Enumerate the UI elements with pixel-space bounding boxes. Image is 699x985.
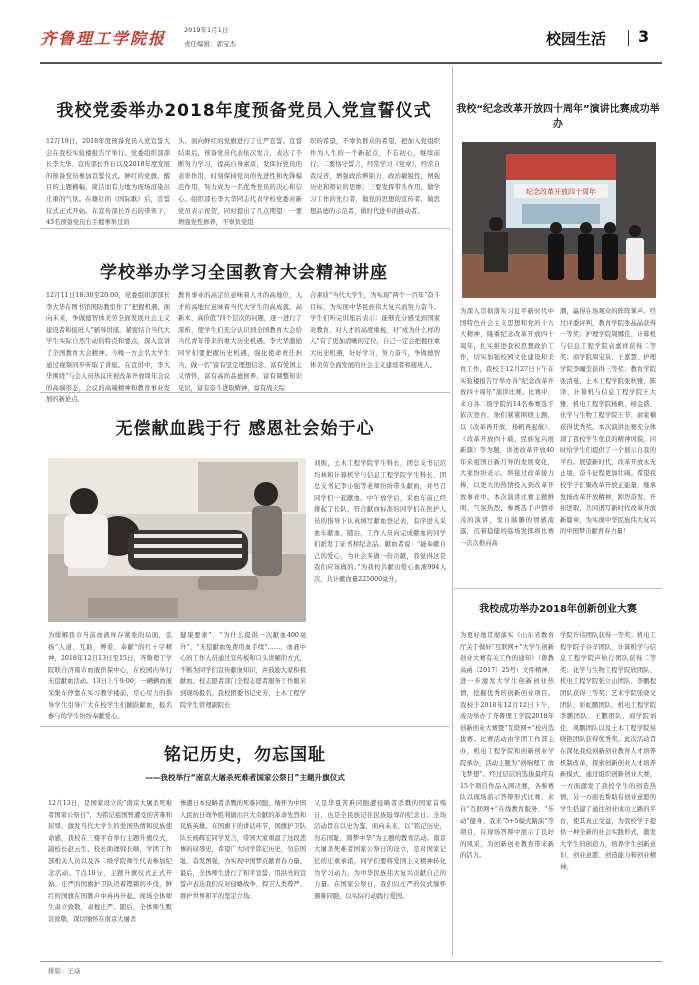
article-column: 12月13日，是国家设立的“南京大屠杀死难者国家公祭日”，为铭记祖国曾遭受的苦难和屈辱，激发当代大学生的爱国热情和民族使命感，我校在三楼平台举行主题升旗仪式，副校长赵云生，校长助理韩长顺，学团工作部相关人员以及各二级学院师生代表参加纪念活动。7点10分，主题升旗仪式正式开始。庄严的国旗护卫队迈着铿锵的步伐，鲜红的国旗在国歌声中冉冉升起。现场全体师生肃立致敬，肃穆庄严。随后，全体师生默哀致敬，深切缅怀在南京大屠杀	[48, 800, 172, 923]
article-column: 健康要素”、“为什么提倡一次献血400毫升”、“无偿献血免费用血手续”……，血液中心的工作人员通过宣传板和口头讲解的方式，不断为同学们宣传献血知识，并鼓励大家积极献血。校志愿者部门全程志愿者服务工作服来到现场报名。我校团委书记史芳，土木工程学院学生管理副院长	[180, 632, 306, 709]
article-remember-history	[40, 728, 450, 958]
speech-contest-photo	[462, 142, 656, 298]
article-title: 学校举办学习全国教育大会精神讲座	[100, 263, 388, 283]
section-divider-line	[454, 588, 662, 589]
article-innovation-contest	[454, 590, 662, 958]
article-subtitle: ——我校举行“南京大屠杀死难者国家公祭日”主题升旗仪式	[145, 773, 345, 782]
article-column: 头，面向鲜红的党旗进行了庄严宣誓。宣誓结束后，预备党员代表依次发言，表达了不断努力学习，提高自身素质，发挥好党员的表率作用，时刻保持党员的先进性和先锋模范作用，努力成为一名优秀党员的决心和信心。组织部长李大华同志代表学校党委对新党员表示祝贺，同时提出了几点期望：一要增强党性修养，不辜负党组	[178, 138, 302, 227]
page-number: 3	[638, 27, 650, 46]
article-title: 我校党委举办2018年度预备党员入党宣誓仪式	[56, 101, 432, 121]
article-title: 无偿献血践于行 感恩社会始于心	[115, 419, 375, 439]
layout-credit: 排版：王焱	[48, 967, 81, 975]
newspaper-logo: 齐鲁理工学院报	[40, 29, 167, 48]
article-column: 12月11日18:30至20:00，党委组织部部长李大华在图书馆国防教室作了“把握机遇，面向未来，争做德智体美劳全面发展社会主义建设者和接班人”辅导讲座。紧密结合当代大学生实际自然生动的特点和要点，深入宣讲了全国教育大会精神。今晚一方会名大学生通过视频同步听取了讲座。在宣讲中，李大华围绕“与会人员热议庆祝改革开放周年会议的高端形态，会议的高端精神和教育事业发展的新论点，	[46, 292, 170, 404]
article-column: 为更好地贯彻落实《山东省教育厅关于做好“互联网+”大学生创新创业大赛有关工作的通知》（鲁教高函〔2017〕25号）文件精神，进一步激发大学生创新创业热情，挖掘优秀的创新创业项目。我校于2018年12月12日下午，成功举办了齐鲁理工学院2018年创新创业大赛暨“互联网+”校内选拔赛。比赛活动由学团工作部主办，机电工程学院和创新创业学院承办，活动主题为“创响理工 放飞梦想”。经过层层的选拔最终有15个项目作品入围决赛，各参赛队以现场演示答辩形式比赛，来自“互联网+”在线教育服务、“乐动”健身、我来“5+5模式路演”等项目，在现场答辩中展示了良好的风采，为创新创业教育带来新的活力。	[460, 632, 554, 860]
article-speech-contest	[454, 66, 662, 586]
screen-banner-text: 纪念改革开放四十周年	[526, 188, 596, 196]
issue-date: 2019年1月1日	[184, 26, 229, 34]
article-title: 我校“纪念改革开放四十周年”演讲比赛成功举办	[456, 104, 660, 130]
article-column: 12月19日，2018年度预备党员入党宣誓大会在我校实验楼报告厅举行。党委组织部部长李大华、宣传部长乔石以及2018年度发展的预备党员参加宣誓仪式。鲜红的党旗，醒目的主题横幅，简洁而有力地为现场渲染出庄重的气氛。在雄壮的《国际歌》后，宣誓仪式正式开始。在宣传部长乔石的带领下，45名预备党员右手握拳举过肩	[46, 138, 170, 227]
article-blood-donation	[40, 394, 450, 724]
article-title: 铭记历史，勿忘国耻	[164, 745, 326, 765]
article-column: 惨遭日本侵略者杀戮的死难同胞，缅怀为中国人民抗日战争胜利做出巨大贡献的革命先烈和民族英雄。在国旗下的讲话环节，国旗护卫队队长杨辉宏同学发言，带领大家重温了这段悲惨的屈辱史，希望广大同学铭记历史，勿忘国耻，奋发图强，为实现中国梦贡献青春力量。最后，全体师生进行了和平宣誓，用洪亮的宣誓声表达我们反对侵略战争、捍卫人类尊严、维护世界和平的坚定立场。	[180, 800, 306, 900]
article-column: 刘振，土木工程学院学生科长，团总支书记范均林和计算机学与信息工程学院学生科长、团总支书记李小强等老师纷纷带头献血，并号召同学们一起献血。中午放学后，采血车前已经排起了长队，符合献血标准的同学们在医护人员的指导下认真填写献血登记表，有序进入采血车献血。随后，工作人员向完成献血的同学们派发了证书和纪念品。献血者说：“能奉献自己的爱心，为社会多做一份贡献，我觉得这是我们应该做的。”为我校共献出爱心血液994人次，共计献血量225000毫升。	[314, 460, 446, 583]
blood-donation-photo-art	[48, 458, 306, 622]
article-column: 为深入贯彻落实习近平新时代中国特色社会主义思想和党的十九大精神，隆重纪念改革开放四十周年，扎实推进我校思想政治工作，切实加强校园文化建设和美育工作，我校于12月27日下午在实验楼报告厅举办各“纪念改革开放四十周年”演讲比赛。比赛中，来自各二级学院的14名参赛选手依次登台，他们紧紧围绕主题，以《改革再开放，扬帆再起航》、《改革开放四十载，民族复兴展新颜》等为题，讲述改革开放40年来祖国日新月异的发展变化，大家纷纷表示，将接过改革接力棒，以更大的热情投入到改革开放事业中。本次演讲比赛主题鲜明、气氛热烈，参赛选手声情并茂的演讲，发自肺腑的情感流露，沉着稳健的临场发挥将比赛一次次推向高	[460, 308, 554, 547]
article-column: 学院许伟团队获得一等奖；机电工程学院子谷辛团队、计算机学与信息工程学院声轨行团队获得二等奖；化学与生物工程学院欣团队、机电工程学院张立山团队、李鹏程团队获得三等奖；艺术学院张晓文团队、彩虹鹏团队、机电工程学院李鹏团队、王鹏团队、商学院刘佳、风鹏团队以及土木工程学院侯晓艳团队获得优秀奖。此次活动旨在深化我校创新创业教育人才培养机制改革，探索创新创业人才培养新模式，通过组织创新创业大赛，一方面激发了我校学生的创造热情，另一方面也帮助有创业意愿的学生搭建了通往创业成功之路的平台，使其真正受益，为我校学子提供一种全新的社会实践形式，激发大学生的创造力，培养学生创新意识、创业意愿、创造能力和创业精神。	[560, 632, 656, 871]
section-divider-line	[40, 228, 450, 229]
article-column: 教育事业的高定位意味着人才的高地位，人才的高地位意味着当代大学生的高成就。高新术、高价值”四个层次的问题，逐一进行了深析，使学生们充分认识到全国教育大会给当代青年带来的重大历史机遇。李大华激励同学们要把握历史机遇，强化使命责任担当，做一名“富有坚定理想信念、富有爱国主义情怀，富有高尚品德修养，富有调整知识见识，富有奋斗进取精神，富有战天综	[178, 292, 302, 392]
masthead-rule	[40, 62, 662, 64]
article-column: 为缓解我市当前血液库存紧张的局面，弘扬“人道、互助、博爱、奉献”的红十字精神，2018年12月13日至15日，齐鲁理工学院联合济南市血液供保中心，在校园内举行无偿献血活动。13日上午9:00，一辆辆血液采集车停靠在实习教学楼前，尽心尽力的指导学生引导广大在校学生们踊跃献血，报名参与的学生纷纷奉献爱心。	[48, 632, 172, 721]
masthead	[40, 16, 662, 60]
section-divider	[628, 30, 629, 46]
article-column: 又是华夏苦难同胞遭侵略者杀戮的国家首殇日，也是全民族记住民族耻辱的纪念日。全场活动旨在以史为鉴，面向未来，以“铭记历史，勿忘国耻，圆梦中华”为主题的教育活动。南京大屠杀死难者国家公祭日的设立，是对国家记忆的庄重承诺，同学们要将爱国主义精神转化为学习动力，为中华民族伟大复兴贡献自己的力量。在国家公祭日，我们以庄严的仪式缅怀遇难同胞，以实际行动践行爱国。	[314, 800, 446, 900]
blood-donation-photo	[48, 458, 306, 622]
article-column: 潮，赢得在场观众的阵阵掌声。经过评委评判，教育学院张晶晶获得一等奖；护理学院周娜佳、计算机与信息工程学院袁嘉祥获得二等奖；商学院周宝泉、王嘉慧、护理学院李曈莹获得三等奖；教育学院张清曼、土木工程学院张秋雅、陈泽、计算机与信息工程学院王大雅、机电工程学院杨帆、杨金盛、化学与生物工程学院王节、俞家楠获得优秀奖。本次演讲比赛充分体现了我校学生优良的精神风貌，同时给学生们提供了一个展示自我的平台。展望新时代，改革开放永无止境，奋斗征程更加壮阔。希望我校学子汇聚改革开放正能量，继承发扬改革开放精神，踔厉奋发、开拓进取，共同谱写新时代改革开放新篇章，为实现中华民族伟大复兴的中国梦贡献青春力量！	[560, 308, 656, 536]
vertical-divider	[452, 66, 453, 956]
article-title: 我校成功举办2018年创新创业大赛	[479, 604, 637, 615]
article-column: 合素质”当代大学生，为实现“两个一百年”奋斗目标，为实现中华民族伟大复兴而努力奋斗。学生们听完讲座后表示：能够充分感受到国家对教育、对人才的高度重视，对“成为什么样的人”有了更加清晰的定位，自己一定会把握住重大历史机遇，好好学习，努力奋斗，争做德智体美劳全面发展的社会主义建设者和接班人。	[310, 292, 440, 369]
article-party-oath	[40, 66, 448, 226]
speech-contest-photo-art	[462, 142, 656, 298]
article-education-lecture	[40, 230, 448, 404]
section-divider-line	[40, 726, 450, 727]
footer-rule	[40, 961, 662, 962]
section-divider-line	[40, 392, 450, 393]
editor-credit: 责任编辑：郭宝杰	[184, 40, 236, 48]
article-column: 织的希望，不辜负群众的希望，把加入党组织作为人生的一个新起点，不忘初心，继续前行；二要恪守誓言，经常学习《党章》，经常自我反省，增强政治辨别力、政治敏锐性，增强历史和辩证的思维；三要发挥带头作用，做学习工作的先行者，做党的思想的宣传者，做思想品德的示范者，做时代进步的推动者。	[310, 138, 440, 215]
section-title: 校园生活	[546, 30, 607, 48]
